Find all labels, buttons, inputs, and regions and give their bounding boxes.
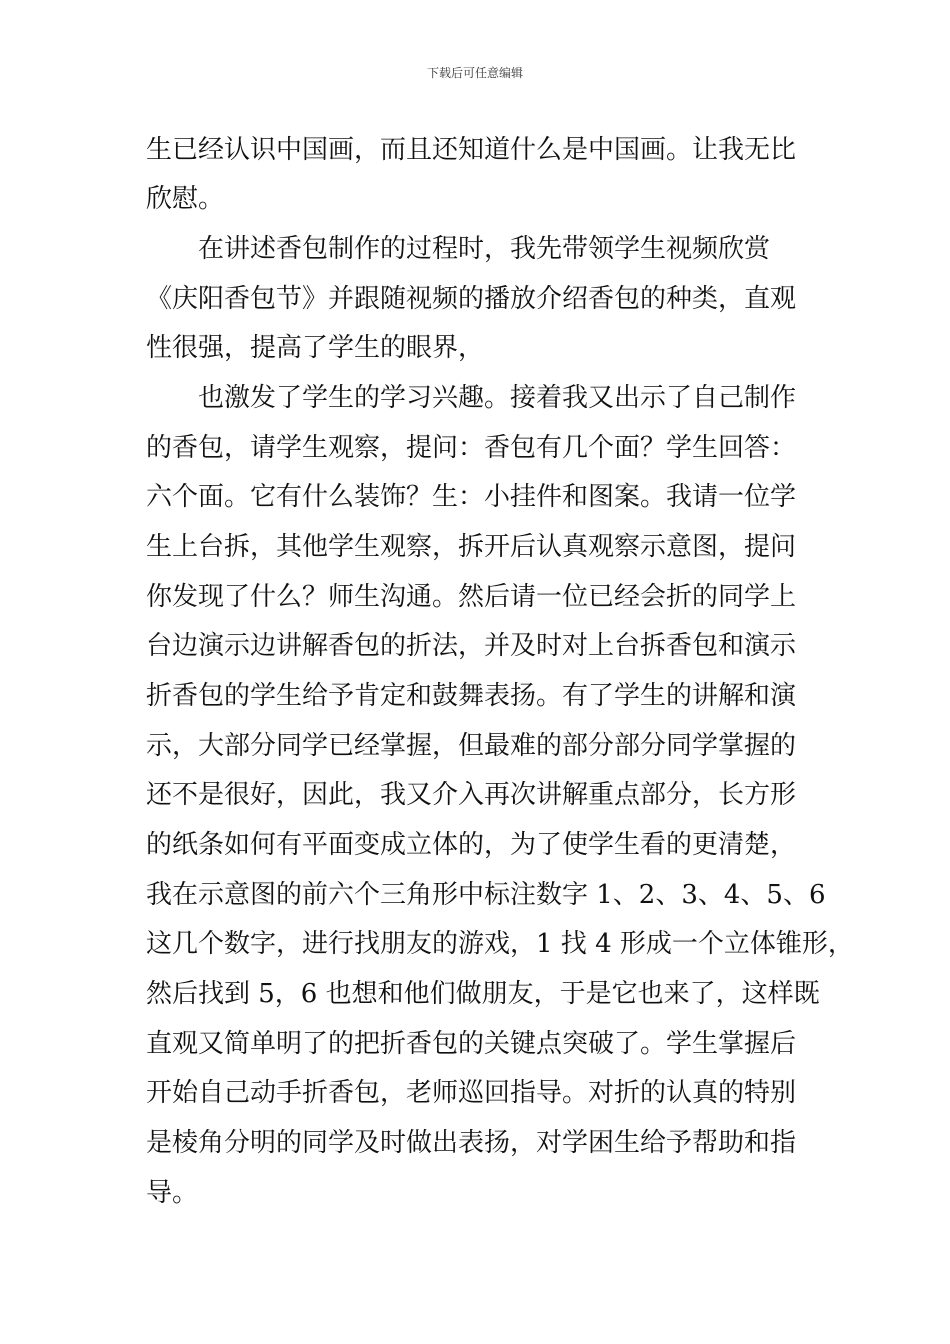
text-line: 性很强，提高了学生的眼界， xyxy=(146,333,485,363)
text-line: 还不是很好，因此，我又介入再次讲解重点部分，长方形 xyxy=(146,780,797,810)
text-line: 开始自己动手折香包，老师巡回指导。对折的认真的特别 xyxy=(146,1078,797,1108)
text-line: 是棱角分明的同学及时做出表扬，对学困生给予帮助和指 xyxy=(146,1128,797,1158)
text-line: 欣慰。 xyxy=(146,184,225,214)
text-line: 六个面。它有什么装饰？生：小挂件和图案。我请一位学 xyxy=(146,482,797,512)
text-line: 的纸条如何有平面变成立体的，为了使学生看的更清楚， xyxy=(146,830,797,860)
text-line: 我在示意图的前六个三角形中标注数字 1、2、3、4、5、6 xyxy=(146,880,826,910)
text-line: 直观又简单明了的把折香包的关键点突破了。学生掌握后 xyxy=(146,1029,797,1059)
page-header: 下载后可任意编辑 xyxy=(426,66,523,80)
text-line: 生上台拆，其他学生观察，拆开后认真观察示意图，提问 xyxy=(146,532,797,562)
text-line: 台边演示边讲解香包的折法，并及时对上台拆香包和演示 xyxy=(146,631,797,661)
text-line: 你发现了什么？师生沟通。然后请一位已经会折的同学上 xyxy=(146,582,797,612)
paragraph-first-line: 在讲述香包制作的过程时，我先带领学生视频欣赏 xyxy=(198,234,771,264)
text-line: 这几个数字，进行找朋友的游戏，1 找 4 形成一个立体锥形， xyxy=(146,929,854,959)
text-line: 折香包的学生给予肯定和鼓舞表扬。有了学生的讲解和演 xyxy=(146,681,797,711)
paragraph-first-line: 也激发了学生的学习兴趣。接着我又出示了自己制作 xyxy=(198,383,797,413)
text-line: 示，大部分同学已经掌握，但最难的部分部分同学掌握的 xyxy=(146,731,797,761)
text-line: 导。 xyxy=(146,1178,199,1208)
text-line: 生已经认识中国画，而且还知道什么是中国画。让我无比 xyxy=(146,135,797,165)
text-line: 的香包，请学生观察，提问：香包有几个面？学生回答： xyxy=(146,433,797,463)
text-line: 《庆阳香包节》并跟随视频的播放介绍香包的种类，直观 xyxy=(146,284,797,314)
text-line: 然后找到 5，6 也想和他们做朋友，于是它也来了，这样既 xyxy=(146,979,820,1009)
